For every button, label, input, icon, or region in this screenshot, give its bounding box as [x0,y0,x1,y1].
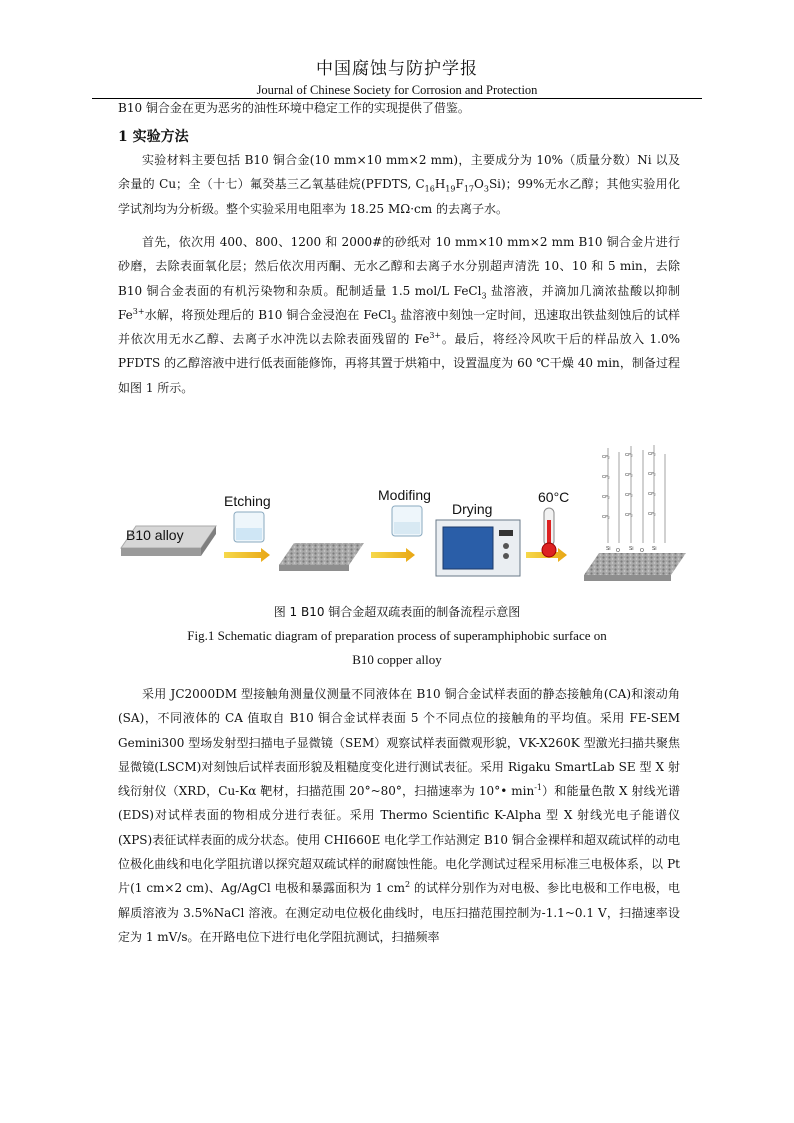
caption-en-line2: B10 copper alloy [352,652,442,667]
intro-tail-text: B10 铜合金在更为恶劣的油性环境中稳定工作的实现提供了借鉴。 [118,101,470,115]
b10-alloy-plate [121,526,216,556]
svg-text:CF₂: CF₂ [648,511,656,516]
section-heading: 1 实验方法 [118,129,189,145]
arrow-icon [224,548,270,562]
drying-label: Drying [452,501,493,517]
svg-text:CF₂: CF₂ [648,451,656,456]
svg-text:Si: Si [629,546,634,552]
temperature-label: 60°C [538,489,570,505]
svg-text:O: O [640,548,644,554]
superamphiphobic-surface [584,445,686,581]
figure-caption [100,600,694,672]
paragraph-materials: 实验材料主要包括 B10 铜合金(10 mm×10 mm×2 mm)，主要成分为 10%（质量分数）Ni 以及余量的 Cu；全（十七）氟癸基三乙氧基硅烷(PFDTS, $C_{16}H_{19}F_{17}O_3Si$)；99%无水乙醇；其他实验用化学试剂均为分析级。整个实验采用电阻率为 18.25 MΩ·cm 的去离子水。 [118,153,680,216]
svg-text:CF₂: CF₂ [648,491,656,496]
journal-title-en: Journal of Chinese Society for Corrosion and Protection [256,83,538,97]
modifing-label: Modifing [378,487,431,503]
svg-text:CF₂: CF₂ [648,471,656,476]
cf2-label: CF₂ [602,454,610,459]
paragraph-preparation: 首先，依次用 400、800、1200 和 2000#的砂纸对 10 mm×10 mm×2 mm B10 铜合金片进行砂磨，去除表面氧化层；然后依次用丙酮、无水乙醇和去离子水分别超声清洗 10、10 和 5 min，去除 B10 铜合金表面的有机污染物和杂质。配制适量 1.5 mol/L FeCl$_3$ 盐溶液，并滴加几滴浓盐酸以抑制 $Fe^{3+}$水解，将预处理后的 B10 铜合金浸泡在 FeCl$_3$ 盐溶液中刻蚀一定时间，迅速取出铁盐刻蚀后的试样并依次用无水乙醇、去离子水冲洗以去除表面残留的 $Fe^{3+}$。最后，将经冷风吹干后的样品放入 1.0% PFDTS 的乙醇溶液中进行低表面能修饰，再将其置于烘箱中，设置温度为 60 ℃干燥 40 min，制备过程如图 1 所示。 [118,235,680,395]
svg-text:CF₂: CF₂ [625,512,633,517]
journal-title-cn: 中国腐蚀与防护学报 [316,59,478,79]
svg-text:CF₂: CF₂ [602,514,610,519]
drying-oven-icon [436,501,520,576]
caption-cn: 图 1 B10 铜合金超双疏表面的制备流程示意图 [273,605,521,619]
etched-plate [279,543,364,571]
figure-1-schematic [116,440,691,595]
svg-text:CF₂: CF₂ [625,492,633,497]
svg-text:CF₂: CF₂ [602,494,610,499]
running-header [0,58,794,98]
svg-text:CF₂: CF₂ [602,474,610,479]
svg-text:CF₂: CF₂ [625,472,633,477]
thermometer-icon [538,489,569,557]
alloy-label: B10 alloy [126,527,184,543]
svg-text:CF₂: CF₂ [625,452,633,457]
fluoroalkyl-chains [608,445,665,543]
modifying-beaker-icon [378,487,431,536]
etching-label: Etching [224,493,271,509]
svg-text:Si: Si [652,546,657,552]
intro-tail [118,96,680,120]
arrow-icon [371,548,415,562]
si-label: Si [606,546,611,552]
paragraph-characterization: 采用 JC2000DM 型接触角测量仪测量不同液体在 B10 铜合金试样表面的静态接触角(CA)和滚动角(SA)，不同液体的 CA 值取自 B10 铜合金试样表面 5 个不同点位的接触角的平均值。采用 FE-SEM Gemini300 型场发射型扫描电子显微镜（SEM）观察试样表面微观形貌，VK-X260K 型激光扫描共聚焦显微镜(LSCM)对刻蚀后试样表面形貌及粗糙度变化进行测试表征。采用 Rigaku SmartLab SE 型 X 射线衍射仪（XRD，Cu-Kα 靶材，扫描范围 20°~80°，扫描速率为 10°• $\min^{-1}$）和能量色散 X 射线光谱(EDS)对试样表面的物相成分进行表征。采用 Thermo Scientific K-Alpha 型 X 射线光电子能谱仪(XPS)表征试样表面的成分状态。使用 CHI660E 电化学工作站测定 B10 铜合金裸样和超双疏试样的动电位极化曲线和电化学阻抗谱以探究超双疏试样的耐腐蚀性能。电化学测试过程采用标准三电极体系，以 Pt 片(1 cm×2 cm)、Ag/AgCl 电极和暴露面积为 1 $cm^2$ 的试样分别作为对电极、参比电极和工作电极，电解质溶液为 3.5%NaCl 溶液。在测定动电位极化曲线时，电压扫描范围控制为-1.1~0.1 V，扫描速率设定为 1 mV/s。在开路电位下进行电化学阻抗测试，扫描频率 [118,687,680,944]
caption-en-line1: Fig.1 Schematic diagram of preparation process of superamphiphobic surface on [187,628,607,643]
etching-beaker-icon [224,493,271,542]
o-label: O [616,548,620,554]
